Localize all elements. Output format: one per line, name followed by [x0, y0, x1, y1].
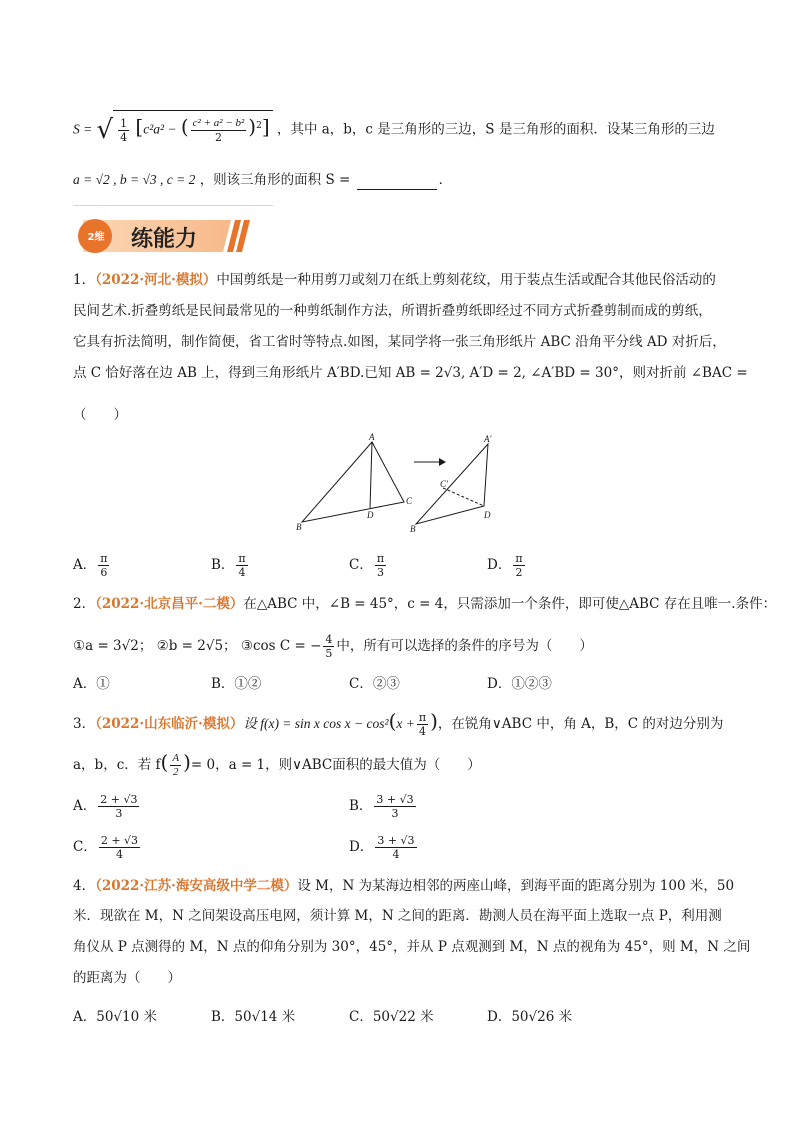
- q2-option-b[interactable]: B．①②: [211, 676, 262, 692]
- formula-radical: √: [96, 115, 114, 145]
- q1-answer-paren: （ ）: [73, 407, 127, 423]
- q4-option-d[interactable]: D．50√26 米: [487, 1009, 573, 1025]
- q3-text-2a: a，b，c．若 f: [73, 757, 161, 773]
- side-values: a = √2 , b = √3 , c = 2: [73, 172, 196, 187]
- section-title: 练能力: [131, 227, 198, 252]
- q3-line-1: 3．（2022·山东临沂·模拟）设 f(x) = sin x cos x − cos²(x + $\frac{\pi}{4}$ )，在锐角∨ABC 中，角 A，B，C 的对边分别为: [73, 709, 724, 738]
- q4-text-4: 的距离为（ ）: [73, 970, 181, 986]
- q3-option-d[interactable]: D． $\frac{3 + √3}{4}$: [349, 834, 415, 861]
- quarter-fraction: $\frac{1}{4}$: [120, 116, 128, 144]
- label-c: C: [406, 496, 413, 506]
- arrow-head: [439, 458, 446, 466]
- q2-text-1: 在△ABC 中，∠B = 45°，c = 4，只需添加一个条件，即可使△ABC 存在且唯一.条件：: [243, 596, 777, 612]
- q2-option-c[interactable]: C．②③: [349, 676, 400, 692]
- q1-text-4: 点 C 恰好落在边 AB 上，得到三角形纸片 A′BD.已知 AB = 2√3, A′D = 2, ∠A′BD = 30°，则对折前 ∠BAC =: [73, 365, 748, 381]
- q4-number: 4．: [73, 878, 96, 894]
- q2-condition-3: ③cos C = −: [240, 638, 322, 654]
- q1-text-2: 民间艺术.折叠剪纸是民间最常见的一种剪纸制作方法，所谓折叠剪纸即经过不同方式折叠剪制而成的剪纸，: [73, 303, 712, 319]
- q2-condition-1: ①a = 3√2；: [73, 638, 153, 654]
- q1-text-3: 它具有折法简明，制作简便，省工省时等特点.如图，某同学将一张三角形纸片 ABC 沿角平分线 AD 对折后，: [73, 334, 726, 350]
- section-divider: [73, 205, 273, 206]
- label-d: D: [367, 510, 374, 520]
- q4-option-c[interactable]: C．50√22 米: [349, 1009, 434, 1025]
- label-b: B: [296, 522, 302, 532]
- q4-source: （2022·江苏·海安高级中学二模）: [95, 878, 298, 894]
- q1-number: 1．: [73, 272, 96, 288]
- q1-text-1: 中国剪纸是一种用剪刀或刻刀在纸上剪刻花纹，用于装点生活或配合其他民俗活动的: [216, 272, 716, 288]
- q1-option-a[interactable]: A． $\frac{\pi}{6}$: [73, 552, 108, 579]
- q2-number: 2．: [73, 596, 96, 612]
- bisector-ad: [370, 442, 372, 508]
- period: ．: [438, 172, 453, 188]
- q2-condition-2: ②b = 2√5；: [156, 638, 237, 654]
- q4-text-3: 角仪从 P 点测得的 M，N 点的仰角分别为 30°，45°，并从 P 点观测到 M，N 点的视角为 45°，则 M，N 之间: [73, 939, 751, 955]
- label-d2: D: [484, 510, 491, 520]
- label-b2: B: [410, 524, 416, 534]
- q3-text-1: ，在锐角∨ABC 中，角 A，B，C 的对边分别为: [437, 716, 724, 732]
- q2-option-d[interactable]: D．①②③: [487, 676, 552, 692]
- section-badge: [73, 214, 253, 256]
- q3-a-half: $\frac{A}{2}$: [172, 752, 180, 778]
- formula-tail-text: ，其中 a，b，c 是三角形的三边，S 是三角形的面积．设某三角形的三边: [276, 121, 715, 138]
- q3-option-b[interactable]: B． $\frac{3 + √3}{3}$: [349, 793, 414, 820]
- q2-line-1: [73, 594, 776, 614]
- q4-line-4: [73, 968, 181, 988]
- q1-line-4: [73, 363, 748, 383]
- area-question: ，则该三角形的面积 S =: [199, 172, 351, 188]
- q3-line-2: a，b，c．若 f( $\frac{A}{2}$ )= 0，a = 1，则∨ABC面积的最大值为（ ）: [73, 750, 481, 778]
- q1-option-b[interactable]: B． $\frac{\pi}{4}$: [211, 552, 246, 579]
- label-a: A: [369, 432, 375, 442]
- q1-line-2: [73, 301, 712, 321]
- triangle-abc: [302, 442, 404, 522]
- q4-line-2: [73, 906, 722, 926]
- q1-figure: [290, 430, 530, 535]
- q1-option-c[interactable]: C． $\frac{\pi}{3}$: [349, 552, 385, 579]
- q2-source: （2022·北京昌平·二模）: [95, 596, 244, 612]
- label-c-prime: C′: [440, 479, 448, 489]
- label-a-prime: A′: [484, 434, 492, 444]
- q3-number: 3．: [73, 716, 96, 732]
- q1-line-1: [73, 270, 716, 290]
- badge-number: 2维: [87, 232, 105, 243]
- q3-function: 设 f(x) = sin x cos x − cos²: [243, 716, 389, 731]
- formula-main-term: c²a² −: [143, 121, 177, 137]
- q4-line-3: [73, 937, 750, 957]
- q1-line-3: [73, 332, 726, 352]
- q4-text-1: 设 M，N 为某海边相邻的两座山峰，到海平面的距离分别为 100 米，50: [297, 878, 735, 894]
- q2-line-2: [73, 633, 593, 660]
- q1-source: （2022·河北·模拟）: [95, 272, 217, 288]
- q3-option-a[interactable]: A． $\frac{2 + √3}{3}$: [73, 793, 138, 820]
- q4-text-2: 米．现欲在 M，N 之间架设高压电网，须计算 M，N 之间的距离．勘测人员在海平面上选取一点 P，利用测: [73, 908, 722, 924]
- answer-blank[interactable]: [357, 175, 437, 190]
- formula-radicand: $\frac{1}{4}$ [c²a² − ( $\frac{\text{c² + a² − b²}}{2}$ )$^2$]: [113, 110, 273, 145]
- triangle-sides-line: [73, 170, 452, 190]
- q3-source: （2022·山东临沂·模拟）: [95, 716, 244, 732]
- formula-inner-fraction: $\frac{\text{c² + a² − b²}}{2}$: [192, 116, 245, 144]
- q4-line-1: [73, 876, 734, 896]
- q2-option-a[interactable]: A．①: [73, 676, 110, 692]
- q4-option-a[interactable]: A．50√10 米: [73, 1009, 157, 1025]
- q2-condition-3-fraction: $\frac{4}{5}$: [325, 633, 333, 660]
- heron-formula-line: [73, 110, 715, 144]
- q1-option-d[interactable]: D． $\frac{\pi}{2}$: [487, 552, 523, 579]
- q3-text-2b: = 0，a = 1，则∨ABC面积的最大值为（ ）: [190, 757, 481, 773]
- q3-pi-quarter: $\frac{\pi}{4}$: [418, 711, 427, 738]
- q1-line-5: [73, 405, 127, 425]
- q4-option-b[interactable]: B．50√14 米: [211, 1009, 296, 1025]
- q2-question-tail: 中，所有可以选择的条件的序号为（ ）: [336, 638, 593, 654]
- formula-lhs: S =: [73, 121, 93, 137]
- q3-arg: x +: [396, 716, 415, 731]
- q3-option-c[interactable]: C． $\frac{2 + √3}{4}$: [73, 834, 139, 861]
- fold-dashed: [443, 488, 484, 506]
- triangle-a2bd: [416, 444, 488, 524]
